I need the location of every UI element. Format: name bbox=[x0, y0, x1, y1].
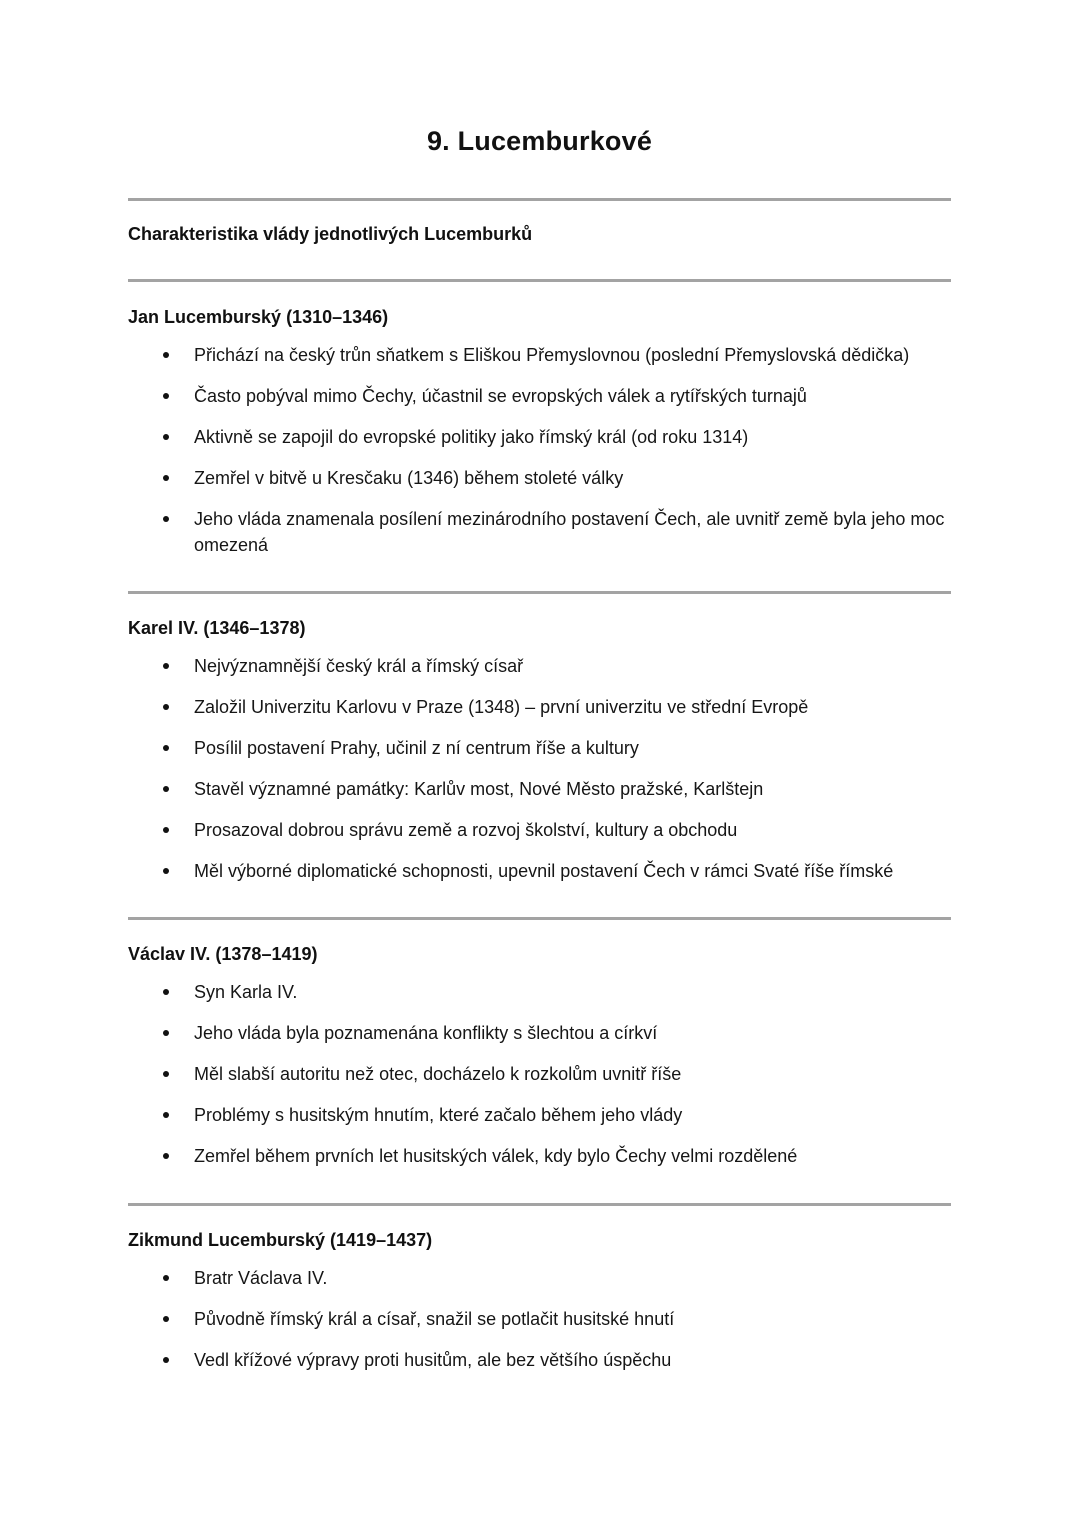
section-vaclav-iv bbox=[128, 943, 951, 1169]
section-heading: Zikmund Lucemburský (1419–1437) bbox=[128, 1230, 433, 1250]
bullet-icon bbox=[163, 393, 169, 399]
list-item bbox=[128, 1143, 951, 1169]
list-item-text: Stavěl významné památky: Karlův most, Nové Město pražské, Karlštejn bbox=[194, 779, 764, 799]
bullet-icon bbox=[163, 868, 169, 874]
list-item-text: Zemřel během prvních let husitských válek, kdy bylo Čechy velmi rozdělené bbox=[194, 1146, 798, 1166]
section-karel-iv bbox=[128, 617, 951, 884]
bullet-list bbox=[128, 979, 951, 1169]
bullet-list bbox=[128, 1265, 951, 1373]
bullet-icon bbox=[163, 663, 169, 669]
section-heading: Jan Lucemburský (1310–1346) bbox=[128, 307, 389, 327]
list-item bbox=[128, 1265, 951, 1291]
list-item-text: Nejvýznamnější český král a římský císař bbox=[194, 656, 524, 676]
bullet-icon bbox=[163, 434, 169, 440]
list-item-text: Bratr Václava IV. bbox=[194, 1268, 328, 1288]
horizontal-rule bbox=[128, 198, 951, 201]
section-heading: Václav IV. (1378–1419) bbox=[128, 944, 318, 964]
list-item bbox=[128, 1306, 951, 1332]
section-heading: Karel IV. (1346–1378) bbox=[128, 618, 306, 638]
list-item-text: Původně římský král a císař, snažil se potlačit husitské hnutí bbox=[194, 1309, 675, 1329]
horizontal-rule bbox=[128, 1203, 951, 1206]
list-item-text: Prosazoval dobrou správu země a rozvoj školství, kultury a obchodu bbox=[194, 820, 738, 840]
list-item bbox=[128, 653, 951, 679]
list-item-text: Založil Univerzitu Karlovu v Praze (1348) – první univerzitu ve střední Evropě bbox=[194, 697, 809, 717]
list-item bbox=[128, 735, 951, 761]
list-item bbox=[128, 858, 951, 884]
list-item bbox=[128, 383, 951, 409]
list-item bbox=[128, 1347, 951, 1373]
list-item bbox=[128, 1020, 951, 1046]
horizontal-rule bbox=[128, 917, 951, 920]
bullet-list bbox=[128, 653, 951, 884]
section-jan-lucembursky bbox=[128, 306, 951, 558]
list-item-text: Zemřel v bitvě u Kresčaku (1346) během stoleté války bbox=[194, 468, 624, 488]
list-item-text: Problémy s husitským hnutím, které začalo během jeho vlády bbox=[194, 1105, 683, 1125]
document-subtitle: Charakteristika vlády jednotlivých Lucemburků bbox=[128, 224, 533, 244]
bullet-icon bbox=[163, 1153, 169, 1159]
bullet-icon bbox=[163, 989, 169, 995]
list-item bbox=[128, 776, 951, 802]
bullet-icon bbox=[163, 516, 169, 522]
list-item-text: Měl slabší autoritu než otec, docházelo k rozkolům uvnitř říše bbox=[194, 1064, 682, 1084]
list-item bbox=[128, 694, 951, 720]
list-item-text: Jeho vláda znamenala posílení mezinárodního postavení Čech, ale uvnitř země byla jeho moc omezená bbox=[194, 509, 945, 555]
horizontal-rule bbox=[128, 279, 951, 282]
bullet-icon bbox=[163, 1030, 169, 1036]
list-item-text: Posílil postavení Prahy, učinil z ní centrum říše a kultury bbox=[194, 738, 639, 758]
bullet-icon bbox=[163, 827, 169, 833]
bullet-icon bbox=[163, 1112, 169, 1118]
bullet-icon bbox=[163, 1275, 169, 1281]
bullet-icon bbox=[163, 352, 169, 358]
list-item-text: Aktivně se zapojil do evropské politiky jako římský král (od roku 1314) bbox=[194, 427, 749, 447]
list-item-text: Syn Karla IV. bbox=[194, 982, 298, 1002]
list-item bbox=[128, 424, 951, 450]
list-item bbox=[128, 1102, 951, 1128]
list-item bbox=[128, 506, 951, 558]
list-item-text: Jeho vláda byla poznamenána konflikty s šlechtou a církví bbox=[194, 1023, 658, 1043]
list-item bbox=[128, 817, 951, 843]
horizontal-rule bbox=[128, 591, 951, 594]
bullet-icon bbox=[163, 1316, 169, 1322]
bullet-icon bbox=[163, 1071, 169, 1077]
list-item bbox=[128, 979, 951, 1005]
list-item-text: Vedl křížové výpravy proti husitům, ale bez většího úspěchu bbox=[194, 1350, 672, 1370]
list-item-text: Přichází na český trůn sňatkem s Eliškou Přemyslovnou (poslední Přemyslovská dědička) bbox=[194, 345, 910, 365]
bullet-icon bbox=[163, 745, 169, 751]
document-title: 9. Lucemburkové bbox=[426, 126, 653, 156]
list-item bbox=[128, 342, 951, 368]
list-item-text: Měl výborné diplomatické schopnosti, upevnil postavení Čech v rámci Svaté říše římské bbox=[194, 861, 894, 881]
bullet-list bbox=[128, 342, 951, 558]
list-item bbox=[128, 465, 951, 491]
list-item-text: Často pobýval mimo Čechy, účastnil se evropských válek a rytířských turnajů bbox=[194, 386, 807, 406]
bullet-icon bbox=[163, 475, 169, 481]
bullet-icon bbox=[163, 786, 169, 792]
section-zikmund-lucembursky bbox=[128, 1229, 951, 1373]
bullet-icon bbox=[163, 704, 169, 710]
bullet-icon bbox=[163, 1357, 169, 1363]
list-item bbox=[128, 1061, 951, 1087]
